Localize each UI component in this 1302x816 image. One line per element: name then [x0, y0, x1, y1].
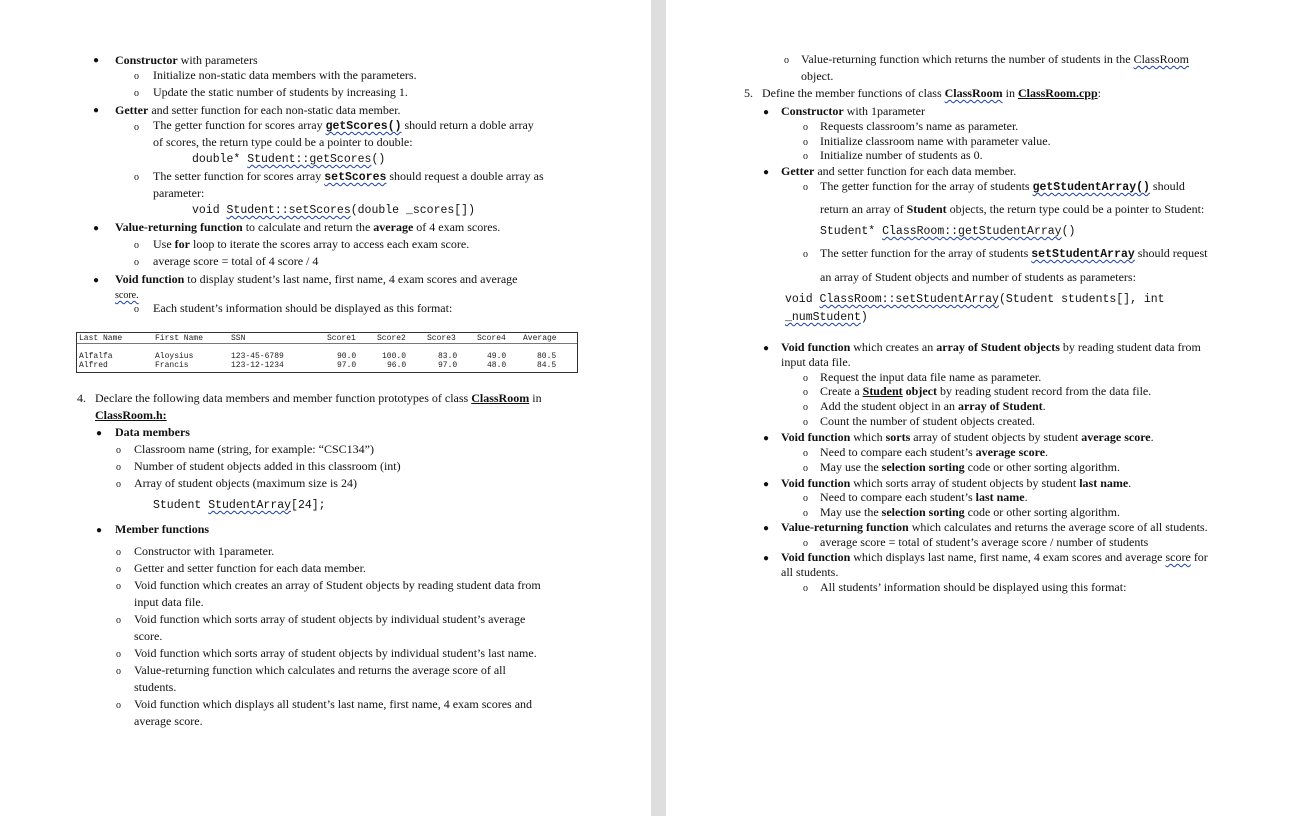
text-line: The setter function for scores array setScores should request a double array as	[153, 169, 544, 184]
table-cell: 90.0	[337, 352, 357, 361]
text-line: score.	[115, 290, 139, 301]
circle-bullet: o	[803, 463, 808, 474]
text-line: score.	[134, 629, 163, 643]
circle-bullet: o	[134, 122, 139, 133]
text-line: Getter and setter function for each data member.	[134, 561, 366, 575]
table-header: SSN	[231, 334, 246, 343]
void-create-item: Void function which creates an array of Student objects by reading student data from	[781, 340, 1201, 354]
circle-bullet: o	[803, 402, 808, 413]
table-cell: 83.0	[438, 352, 458, 361]
bullet: ●	[763, 343, 770, 354]
text-line: Initialize number of students as 0.	[820, 148, 983, 162]
bullet: ●	[96, 428, 103, 439]
text-line: Requests classroom’s name as parameter.	[820, 119, 1019, 133]
circle-bullet: o	[803, 448, 808, 459]
text-line: Number of student objects added in this classroom (int)	[134, 459, 401, 473]
text-line: Count the number of student objects created.	[820, 414, 1035, 428]
bullet: ●	[93, 55, 100, 66]
table-cell: Aloysius	[155, 352, 194, 361]
bullet: ●	[96, 525, 103, 536]
circle-bullet: o	[803, 493, 808, 504]
table-cell: Francis	[155, 361, 189, 370]
question-number: 5.	[744, 86, 753, 100]
bullet: ●	[763, 479, 770, 490]
text-line: return an array of Student objects, the return type could be a pointer to Student:	[820, 202, 1205, 216]
text-line: Value-returning function which calculates and returns the average score of all	[134, 663, 506, 677]
getter-item: Getter and setter function for each non-static data member.	[115, 103, 401, 117]
bullet: ●	[763, 553, 770, 564]
table-header: Average	[523, 334, 557, 343]
text-line: The getter function for the array of students getStudentArray() should	[820, 179, 1185, 194]
table-cell: Alfred	[79, 361, 108, 370]
table-cell: Alfalfa	[79, 352, 113, 361]
circle-bullet: o	[803, 122, 808, 133]
void-sort-lastname-item: Void function which sorts array of student objects by student last name.	[781, 476, 1132, 490]
circle-bullet: o	[803, 151, 808, 162]
code-line: void Student::setScores(double _scores[])	[192, 204, 475, 217]
circle-bullet: o	[803, 538, 808, 549]
question-5-text: Define the member functions of class ClassRoom in ClassRoom.cpp:	[762, 86, 1101, 100]
bullet: ●	[763, 167, 770, 178]
question-number: 4.	[77, 391, 86, 405]
text-line: Add the student object in an array of Student.	[820, 399, 1046, 413]
text-line: parameter:	[153, 186, 205, 200]
circle-bullet: o	[134, 172, 139, 183]
text-line: Classroom name (string, for example: “CSC134”)	[134, 442, 374, 456]
table-cell: 123-45-6789	[231, 352, 284, 361]
text-line: Void function which sorts array of student objects by individual student’s average	[134, 612, 526, 626]
code-line: double* Student::getScores()	[192, 153, 386, 166]
table-cell: 49.0	[487, 352, 507, 361]
circle-bullet: o	[784, 55, 789, 66]
bullet: ●	[763, 107, 770, 118]
table-cell: 100.0	[382, 352, 407, 361]
text-line: input data file.	[134, 595, 204, 609]
circle-bullet: o	[803, 182, 808, 193]
text-line: students.	[134, 680, 177, 694]
circle-bullet: o	[116, 666, 121, 677]
bullet: ●	[763, 433, 770, 444]
table-header: First Name	[155, 334, 204, 343]
circle-bullet: o	[116, 581, 121, 592]
circle-bullet: o	[803, 137, 808, 148]
void-sort-average-item: Void function which sorts array of student objects by student average score.	[781, 430, 1154, 444]
table-cell: 80.5	[537, 352, 557, 361]
value-returning-item: Value-returning function to calculate and return the average of 4 exam scores.	[115, 220, 501, 234]
circle-bullet: o	[116, 479, 121, 490]
text-line: Use for loop to iterate the scores array to access each exam score.	[153, 237, 470, 251]
circle-bullet: o	[803, 417, 808, 428]
circle-bullet: o	[116, 615, 121, 626]
circle-bullet: o	[134, 257, 139, 268]
table-header: Score1	[327, 334, 356, 343]
constructor-item: Constructor with parameters	[115, 53, 258, 67]
text-line: May use the selection sorting code or other sorting algorithm.	[820, 505, 1120, 519]
circle-bullet: o	[116, 445, 121, 456]
getter-item: Getter and setter function for each data member.	[781, 164, 1017, 178]
text-line: of scores, the return type could be a pointer to double:	[153, 135, 413, 149]
text-line: May use the selection sorting code or other sorting algorithm.	[820, 460, 1120, 474]
table-header: Last Name	[79, 334, 123, 343]
table-cell: 123-12-1234	[231, 361, 284, 370]
text-line: input data file.	[781, 355, 851, 369]
sample-output-table	[76, 332, 578, 373]
text-line: Void function which displays all student’s last name, first name, 4 exam scores and	[134, 697, 533, 711]
circle-bullet: o	[116, 700, 121, 711]
data-members-title: Data members	[115, 425, 190, 439]
text-line: Each student’s information should be displayed as this format:	[153, 301, 453, 315]
code-line: _numStudent)	[785, 311, 868, 324]
constructor-item: Constructor with 1parameter	[781, 104, 925, 118]
text-line: All students’ information should be displayed using this format:	[820, 580, 1127, 594]
table-cell: 48.0	[487, 361, 507, 370]
bullet: ●	[93, 223, 100, 234]
table-header: Score4	[477, 334, 506, 343]
text-line: object.	[801, 69, 834, 83]
text-line: average score = total of student’s average score / number of students	[820, 535, 1149, 549]
text-line: Create a Student object by reading student record from the data file.	[820, 384, 1152, 398]
text-line: Constructor with 1parameter.	[134, 544, 275, 558]
circle-bullet: o	[803, 387, 808, 398]
table-cell: 96.0	[387, 361, 407, 370]
text-line: Value-returning function which returns the number of students in the ClassRoom	[801, 52, 1189, 66]
text-line: Void function which sorts array of student objects by individual student’s last name.	[134, 646, 537, 660]
code-line: void ClassRoom::setStudentArray(Student students[], int	[785, 293, 1165, 306]
circle-bullet: o	[803, 249, 808, 260]
text-line: Void function which creates an array of Student objects by reading student data from	[134, 578, 541, 592]
circle-bullet: o	[134, 240, 139, 251]
question-4-file: ClassRoom.h:	[95, 408, 167, 422]
table-header: Score2	[377, 334, 406, 343]
page-gutter	[651, 0, 666, 816]
circle-bullet: o	[116, 547, 121, 558]
circle-bullet: o	[803, 373, 808, 384]
table-cell: 97.0	[438, 361, 458, 370]
circle-bullet: o	[116, 649, 121, 660]
text-line: The getter function for scores array getScores() should return a doble array	[153, 118, 534, 133]
text-line: an array of Student objects and number of students as parameters:	[820, 270, 1136, 284]
bullet: ●	[93, 275, 100, 286]
circle-bullet: o	[134, 88, 139, 99]
void-display-item: Void function to display student’s last name, first name, 4 exam scores and average	[115, 272, 518, 286]
table-cell: 84.5	[537, 361, 557, 370]
code-line: Student* ClassRoom::getStudentArray()	[820, 225, 1076, 238]
circle-bullet: o	[134, 304, 139, 315]
table-cell: 97.0	[337, 361, 357, 370]
member-functions-title: Member functions	[115, 522, 210, 536]
value-returning-item: Value-returning function which calculates and returns the average score of all students.	[781, 520, 1208, 534]
code-line: Student StudentArray[24];	[153, 499, 326, 512]
text-line: Update the static number of students by increasing 1.	[153, 85, 408, 99]
void-display-item: Void function which displays last name, first name, 4 exam scores and average score for	[781, 550, 1208, 564]
text-line: Request the input data file name as parameter.	[820, 370, 1042, 384]
circle-bullet: o	[116, 564, 121, 575]
circle-bullet: o	[803, 583, 808, 594]
text-line: Initialize classroom name with parameter value.	[820, 134, 1051, 148]
table-header: Score3	[427, 334, 456, 343]
text-line: Need to compare each student’s last name.	[820, 490, 1028, 504]
text-line: average score = total of 4 score / 4	[153, 254, 319, 268]
question-4-text: Declare the following data members and member function prototypes of class ClassRoom in	[95, 391, 542, 405]
text-line: average score.	[134, 714, 203, 728]
circle-bullet: o	[134, 71, 139, 82]
text-line: all students.	[781, 565, 839, 579]
circle-bullet: o	[803, 508, 808, 519]
text-line: Initialize non-static data members with the parameters.	[153, 68, 417, 82]
text-line: The setter function for the array of students setStudentArray should request	[820, 246, 1208, 261]
bullet: ●	[763, 523, 770, 534]
circle-bullet: o	[116, 462, 121, 473]
text-line: Array of student objects (maximum size is 24)	[134, 476, 357, 490]
text-line: Need to compare each student’s average score.	[820, 445, 1049, 459]
bullet: ●	[93, 105, 100, 116]
